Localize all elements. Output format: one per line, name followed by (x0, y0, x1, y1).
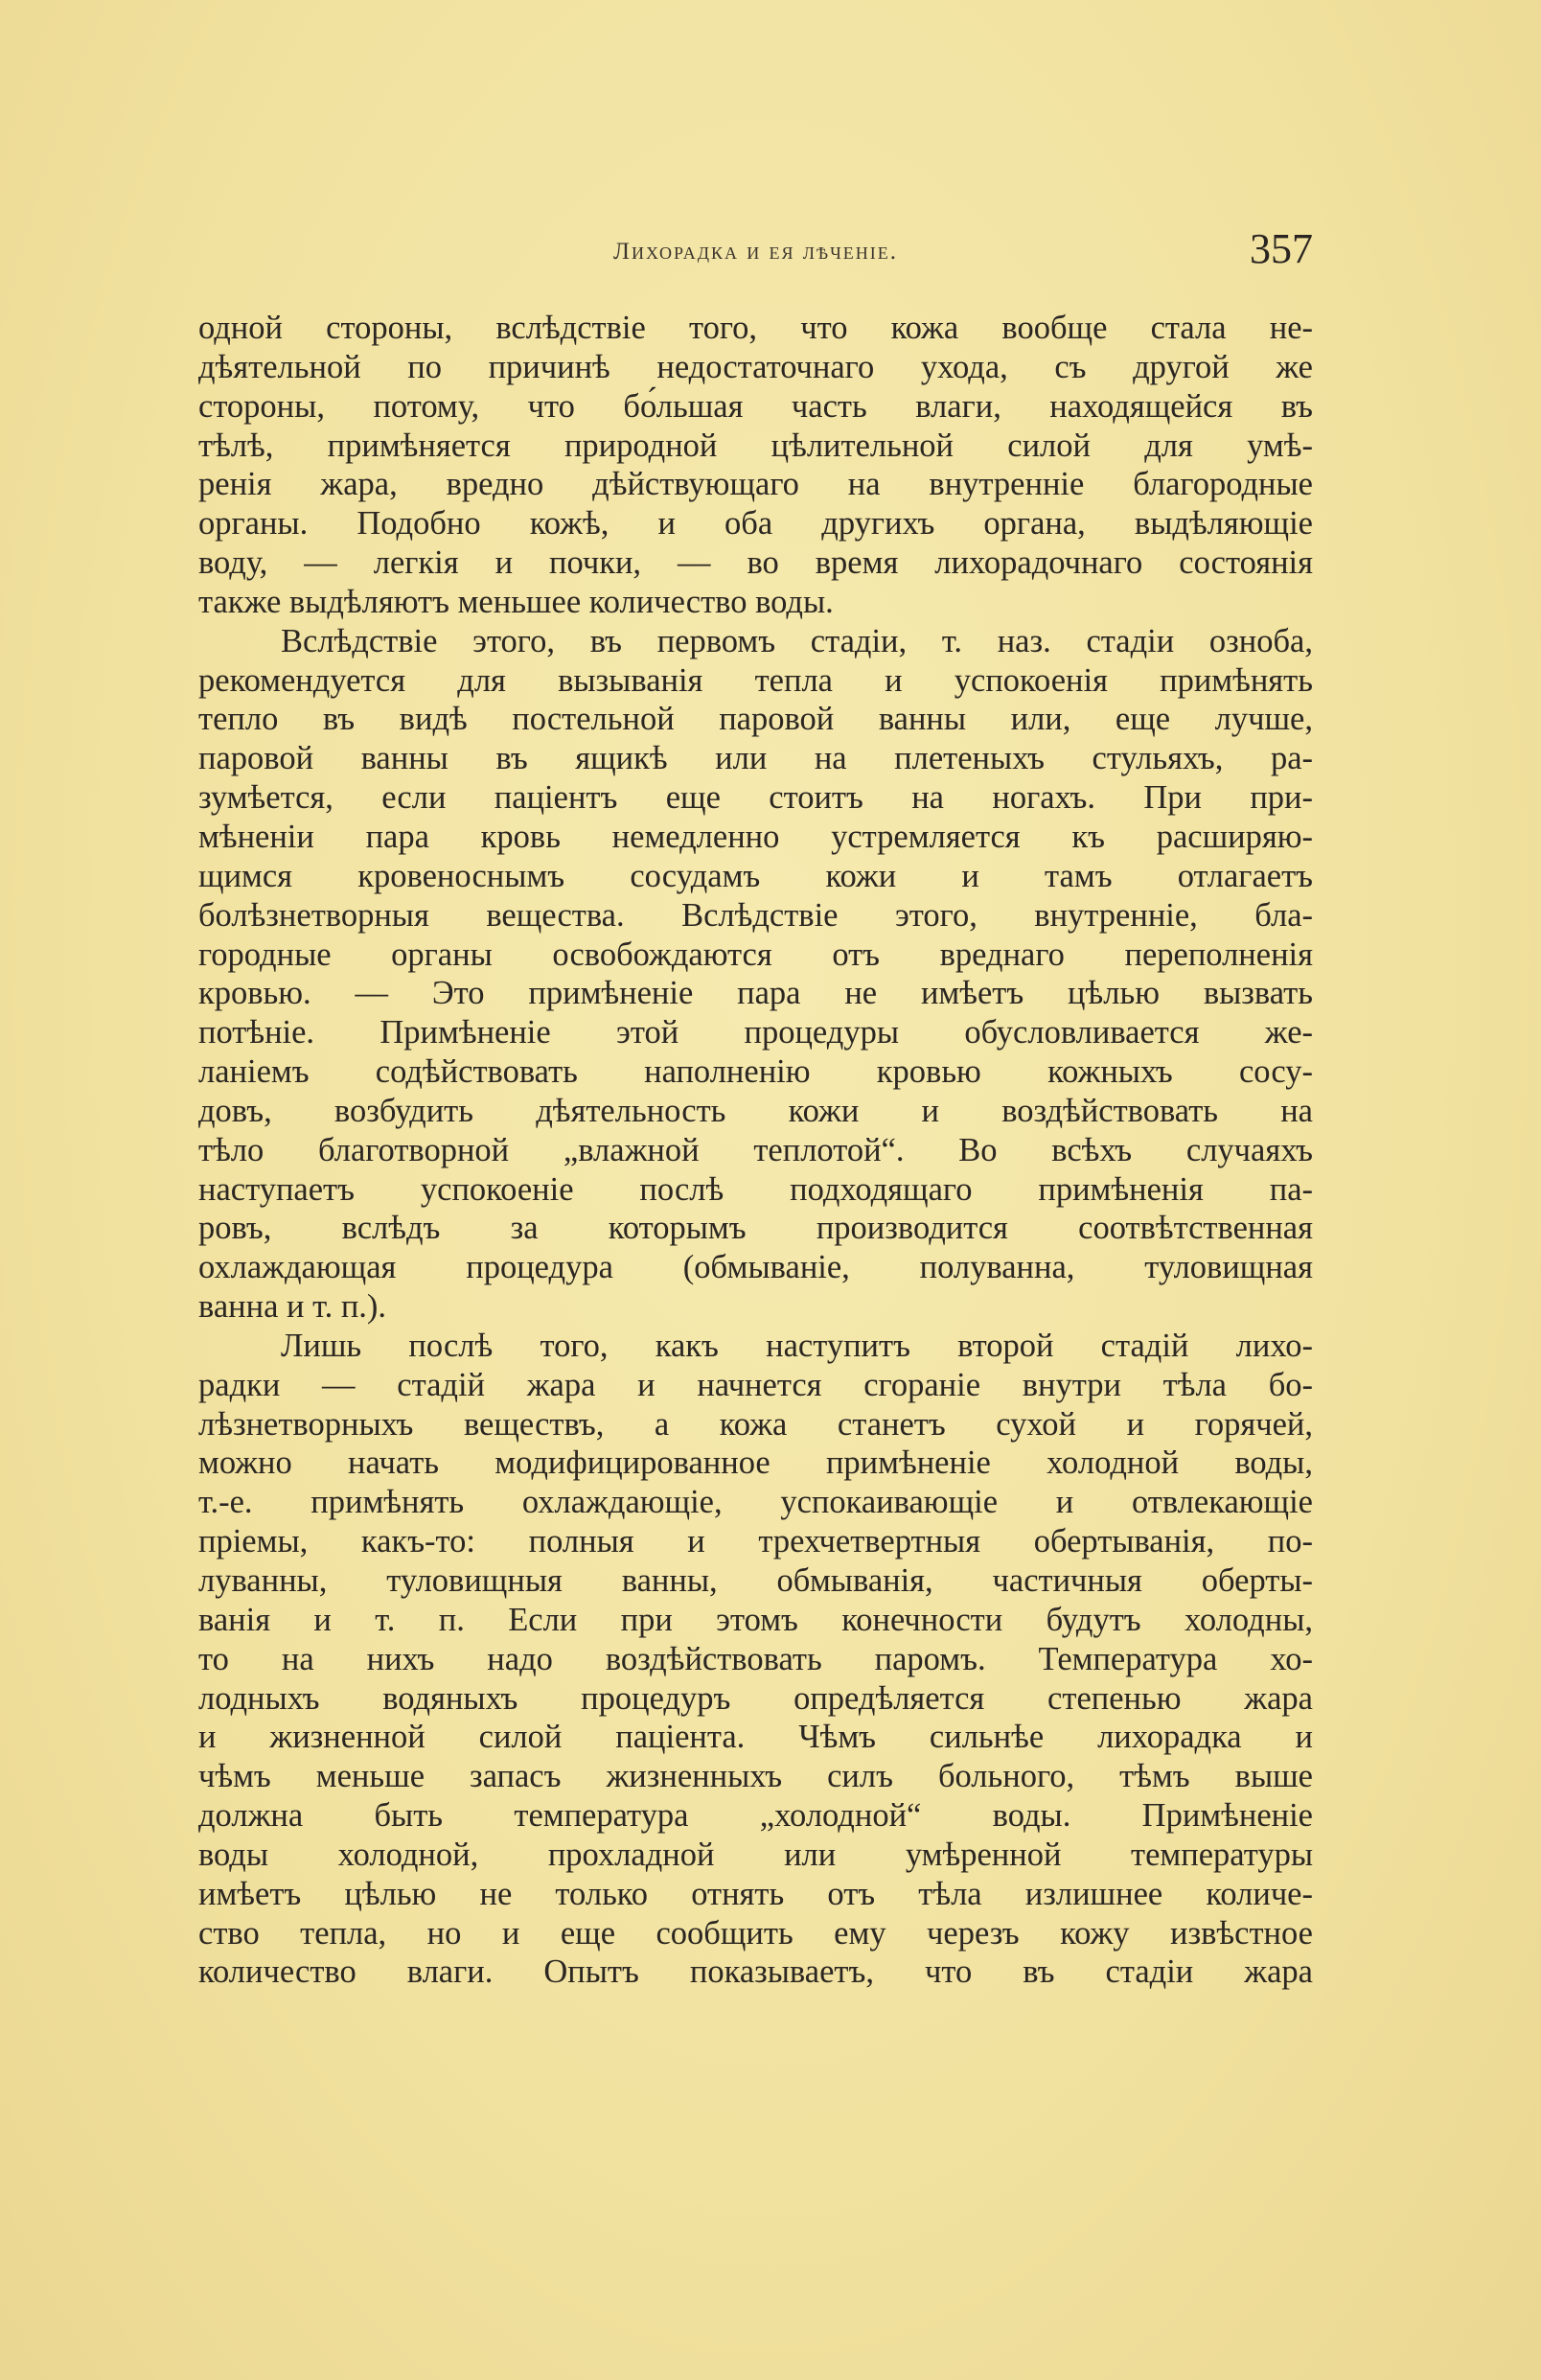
text-line: паровой ванны въ ящикѣ или на плетеныхъ стульяхъ, ра- (198, 740, 1313, 777)
text-line: одной стороны, вслѣдствіе того, что кожа вообще стала не- (198, 310, 1313, 346)
text-line: щимся кровеноснымъ сосудамъ кожи и тамъ отлагаетъ (198, 857, 1313, 894)
running-head (198, 225, 1313, 276)
text-line: органы. Подобно кожѣ, и оба другихъ органа, выдѣляющіе (198, 505, 1313, 543)
text-line: луванны, туловищныя ванны, обмыванія, частичныя оберты- (198, 1562, 1313, 1599)
page-number: 357 (1250, 225, 1313, 272)
paragraph (198, 1327, 1313, 1992)
text-line: и жизненной силой паціента. Чѣмъ сильнѣе лихорадка и (198, 1719, 1313, 1756)
text-line: то на нихъ надо воздѣйствовать паромъ. Температура хо- (198, 1640, 1313, 1677)
text-line: кровью. — Это примѣненіе пара не имѣетъ цѣлью вызвать (198, 975, 1313, 1012)
text-line: рекомендуется для вызыванія тепла и успокоенія примѣнять (198, 661, 1313, 699)
text-line: наступаетъ успокоеніе послѣ подходящаго примѣненія па- (198, 1170, 1313, 1208)
text-line: городные органы освобождаются отъ вреднаго переполненія (198, 936, 1313, 973)
text-line: ренія жара, вредно дѣйствующаго на внутренніе благородные (198, 466, 1313, 503)
body-text (198, 309, 1313, 1992)
paragraph (198, 622, 1313, 1327)
text-line: потѣніе. Примѣненіе этой процедуры обусловливается же- (198, 1014, 1313, 1051)
text-line: ланіемъ содѣйствовать наполненію кровью кожныхъ сосу- (198, 1053, 1313, 1091)
text-line: Лишь послѣ того, какъ наступитъ второй стадій лихо- (281, 1327, 1313, 1364)
text-line: Вслѣдствіе этого, въ первомъ стадіи, т. наз. стадіи озноба, (281, 622, 1313, 659)
text-line: стороны, потому, что бо́льшая часть влаги, находящейся въ (198, 387, 1313, 425)
text-line: должна быть температура „холодной“ воды. Примѣненіе (198, 1797, 1313, 1835)
text-line: тепло въ видѣ постельной паровой ванны или, еще лучше, (198, 701, 1313, 738)
paragraph (198, 309, 1313, 622)
text-line: дѣятельной по причинѣ недостаточнаго ухода, съ другой же (198, 348, 1313, 385)
text-line: тѣло благотворной „влажной теплотой“. Во всѣхъ случаяхъ (198, 1131, 1313, 1168)
text-line: т.-е. примѣнять охлаждающіе, успокаивающіе и отвлекающіе (198, 1484, 1313, 1521)
text-line: охлаждающая процедура (обмываніе, полуванна, туловищная (198, 1249, 1313, 1286)
text-line: воду, — легкія и почки, — во время лихорадочнаго состоянія (198, 544, 1313, 582)
text-line: тѣлѣ, примѣняется природной цѣлительной силой для умѣ- (198, 427, 1313, 464)
text-line: болѣзнетворныя вещества. Вслѣдствіе этого, внутренніе, бла- (198, 896, 1313, 934)
text-line: ванна и т. п.). (198, 1288, 387, 1326)
text-line: имѣетъ цѣлью не только отнять отъ тѣла излишнее количе- (198, 1875, 1313, 1912)
text-line: лодныхъ водяныхъ процедуръ опредѣляется степенью жара (198, 1679, 1313, 1717)
text-line: радки — стадій жара и начнется сгораніе внутри тѣла бо- (198, 1366, 1313, 1403)
text-line: довъ, возбудить дѣятельность кожи и воздѣйствовать на (198, 1092, 1313, 1129)
text-line: лѣзнетворныхъ веществъ, а кожа станетъ сухой и горячей, (198, 1405, 1313, 1443)
text-line: ровъ, вслѣдъ за которымъ производится соотвѣтственная (198, 1210, 1313, 1247)
text-line: воды холодной, прохладной или умѣренной температуры (198, 1836, 1313, 1873)
text-line: ство тепла, но и еще сообщить ему черезъ кожу извѣстное (198, 1914, 1313, 1952)
text-line: мѣненіи пара кровь немедленно устремляется къ расширяю- (198, 818, 1313, 855)
text-line: ванія и т. п. Если при этомъ конечности будутъ холодны, (198, 1601, 1313, 1638)
text-line: зумѣется, если паціентъ еще стоитъ на ногахъ. При при- (198, 779, 1313, 817)
text-line: чѣмъ меньше запасъ жизненныхъ силъ больного, тѣмъ выше (198, 1758, 1313, 1795)
text-line: также выдѣляютъ меньшее количество воды. (198, 583, 834, 620)
running-title: Лихорадка и ея лѣченіе. (613, 239, 898, 265)
text-line: можно начать модифицированное примѣненіе холодной воды, (198, 1444, 1313, 1482)
text-line: количество влаги. Опытъ показываетъ, что въ стадіи жара (198, 1953, 1313, 1991)
text-line: пріемы, какъ-то: полныя и трехчетвертныя обертыванія, по- (198, 1523, 1313, 1560)
